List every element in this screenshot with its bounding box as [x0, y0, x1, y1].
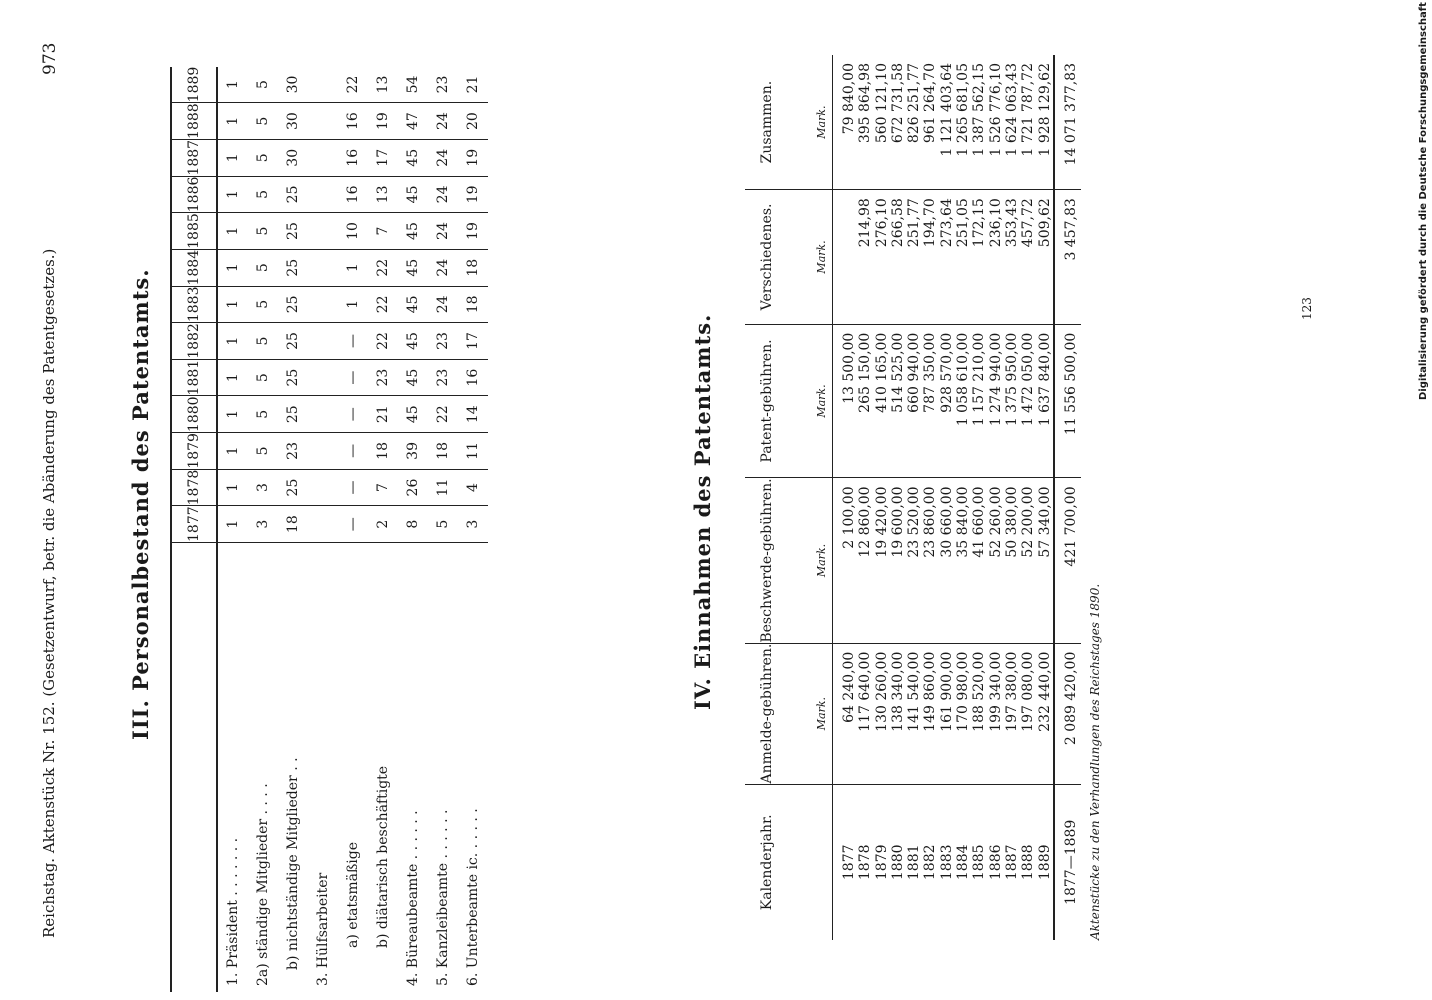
- personnel-value: 26: [398, 469, 428, 506]
- personnel-value: 5: [248, 176, 278, 213]
- personnel-label: 4. Büreaubeamte . . . . . .: [405, 810, 421, 986]
- revenue-cell-zusammen: 395 864,98: [857, 55, 873, 190]
- personnel-body: [217, 67, 488, 992]
- personnel-value: 16: [458, 359, 488, 396]
- personnel-row: [428, 67, 458, 992]
- personnel-value: 47: [398, 103, 428, 140]
- revenue-row: [939, 55, 955, 940]
- year-header: 1881: [171, 359, 217, 396]
- revenue-cell-zusammen: 1 121 403,64: [939, 55, 955, 190]
- personnel-value: 5: [248, 286, 278, 323]
- personnel-value: —: [338, 506, 368, 543]
- revenue-cell-patent: 514 525,00: [890, 324, 906, 478]
- personnel-value: 5: [248, 433, 278, 470]
- revenue-column-header: [745, 784, 833, 940]
- revenue-row: [1004, 55, 1020, 940]
- unit-label: Mark.: [815, 697, 828, 731]
- personnel-value: 22: [338, 67, 368, 103]
- revenue-cell-year: 1881: [906, 844, 923, 881]
- revenue-cell-verschiedenes: 251,77: [906, 190, 922, 324]
- revenue-total-zusammen: 14 071 377,83: [1054, 55, 1081, 190]
- personnel-label: b) nichtständige Mitglieder . .: [285, 757, 301, 970]
- revenue-cell-patent: 1 375 950,00: [1004, 324, 1020, 478]
- revenue-cell-year: 1885: [971, 844, 988, 881]
- revenue-column-label: Anmelde-gebühren.: [759, 643, 775, 784]
- personnel-value: 18: [368, 433, 398, 470]
- personnel-value: 45: [398, 213, 428, 250]
- revenue-cell-anmelde: 170 980,00: [955, 643, 971, 784]
- revenue-cell-patent: 660 940,00: [906, 324, 922, 478]
- personnel-value: 39: [398, 433, 428, 470]
- personnel-value: 22: [368, 323, 398, 360]
- page-number: 973: [40, 42, 60, 75]
- revenue-column-header: [745, 643, 833, 784]
- revenue-cell-zusammen: 961 264,70: [922, 55, 938, 190]
- revenue-total-verschiedenes: 3 457,83: [1054, 190, 1081, 324]
- personnel-row: [248, 67, 278, 992]
- revenue-column-label: Beschwerde-gebühren.: [759, 478, 775, 643]
- year-header: 1886: [171, 176, 217, 213]
- revenue-cell-year: 1880: [889, 844, 906, 881]
- revenue-cell-verschiedenes: 236,10: [988, 190, 1004, 324]
- personnel-value: 45: [398, 359, 428, 396]
- revenue-cell-beschwerde: 52 260,00: [988, 478, 1004, 643]
- revenue-cell-patent: 787 350,00: [922, 324, 938, 478]
- revenue-cell-anmelde: 130 260,00: [874, 643, 890, 784]
- year-header: 1880: [171, 396, 217, 433]
- revenue-row: [1020, 55, 1036, 940]
- personnel-header-blank: [171, 543, 217, 993]
- personnel-label: b) diätarisch beschäftigte: [375, 765, 391, 948]
- dfg-sidebar: [1418, 0, 1430, 400]
- personnel-value: 19: [458, 139, 488, 176]
- revenue-cell-verschiedenes: 172,15: [971, 190, 987, 324]
- personnel-value: —: [338, 469, 368, 506]
- revenue-column-header: [745, 55, 833, 190]
- personnel-value: 23: [428, 323, 458, 360]
- revenue-cell-anmelde: 188 520,00: [971, 643, 987, 784]
- personnel-value: 23: [278, 433, 308, 470]
- revenue-row: [988, 55, 1004, 940]
- personnel-value: 5: [248, 67, 278, 103]
- revenue-row: [906, 55, 922, 940]
- personnel-value: 3: [458, 506, 488, 543]
- personnel-value: 45: [398, 176, 428, 213]
- personnel-label: 1. Präsident . . . . . . .: [225, 837, 241, 986]
- personnel-value: 30: [278, 139, 308, 176]
- personnel-value: 21: [368, 396, 398, 433]
- personnel-value: 45: [398, 139, 428, 176]
- personnel-value: 19: [368, 103, 398, 140]
- personnel-value: 16: [338, 176, 368, 213]
- revenue-cell-beschwerde: 50 380,00: [1004, 478, 1020, 643]
- personnel-value: 45: [398, 249, 428, 286]
- footer-note: Aktenstücke zu den Verhandlungen des Reichstages 1890.: [1088, 583, 1102, 940]
- revenue-row: [971, 55, 987, 940]
- personnel-value: 5: [428, 506, 458, 543]
- revenue-cell-year: 1884: [955, 844, 972, 881]
- revenue-body: [833, 55, 1081, 940]
- personnel-value: 13: [368, 67, 398, 103]
- unit-label: Mark.: [815, 105, 828, 139]
- personnel-value: 1: [217, 469, 248, 506]
- revenue-cell-anmelde: 138 340,00: [890, 643, 906, 784]
- personnel-value: 22: [368, 286, 398, 323]
- revenue-cell-zusammen: 1 624 063,43: [1004, 55, 1020, 190]
- personnel-value: 7: [368, 213, 398, 250]
- personnel-value: 18: [458, 249, 488, 286]
- year-header: 1877: [171, 506, 217, 543]
- personnel-value: [308, 506, 338, 543]
- personnel-value: 23: [428, 359, 458, 396]
- revenue-cell-patent: 1 637 840,00: [1037, 324, 1054, 478]
- year-header: 1885: [171, 213, 217, 250]
- personnel-value: 8: [398, 506, 428, 543]
- revenue-total-year: 1877—1889: [1054, 784, 1081, 940]
- personnel-value: 2: [368, 506, 398, 543]
- personnel-value: 1: [217, 213, 248, 250]
- personnel-value: 1: [217, 139, 248, 176]
- personnel-row: [217, 67, 248, 992]
- revenue-cell-verschiedenes: 509,62: [1037, 190, 1054, 324]
- year-header: 1879: [171, 433, 217, 470]
- personnel-value: 45: [398, 323, 428, 360]
- revenue-cell-patent: 928 570,00: [939, 324, 955, 478]
- revenue-cell-patent: 1 157 210,00: [971, 324, 987, 478]
- personnel-value: [308, 433, 338, 470]
- running-header: Reichstag. Aktenstück Nr. 152. (Gesetzentwurf, betr. die Abänderung des Patentgesetzes.): [40, 248, 58, 938]
- revenue-total-row: [1054, 55, 1081, 940]
- personnel-value: 16: [338, 103, 368, 140]
- revenue-cell-year: 1883: [938, 844, 955, 881]
- revenue-cell-zusammen: 1 928 129,62: [1037, 55, 1054, 190]
- personnel-value: 30: [278, 67, 308, 103]
- personnel-value: 23: [428, 67, 458, 103]
- personnel-row: [398, 67, 428, 992]
- personnel-value: —: [338, 433, 368, 470]
- unit-label: Mark.: [815, 543, 828, 578]
- personnel-value: 5: [248, 213, 278, 250]
- revenue-cell-verschiedenes: 251,05: [955, 190, 971, 324]
- personnel-value: [308, 359, 338, 396]
- personnel-value: 1: [338, 249, 368, 286]
- revenue-cell-beschwerde: 52 200,00: [1020, 478, 1036, 643]
- personnel-value: 5: [248, 359, 278, 396]
- personnel-row: [368, 67, 398, 992]
- revenue-cell-verschiedenes: 194,70: [922, 190, 938, 324]
- revenue-column-label: Zusammen.: [759, 80, 775, 164]
- personnel-value: 18: [278, 506, 308, 543]
- revenue-cell-patent: 1 274 940,00: [988, 324, 1004, 478]
- personnel-value: 19: [458, 176, 488, 213]
- personnel-value: 24: [428, 103, 458, 140]
- revenue-cell-beschwerde: 30 660,00: [939, 478, 955, 643]
- revenue-cell-zusammen: 79 840,00: [833, 55, 858, 190]
- personnel-value: 5: [248, 139, 278, 176]
- personnel-value: 1: [217, 396, 248, 433]
- year-header: 1884: [171, 249, 217, 286]
- personnel-row: [308, 67, 338, 992]
- personnel-value: 5: [248, 103, 278, 140]
- revenue-cell-patent: 1 058 610,00: [955, 324, 971, 478]
- personnel-value: 11: [458, 433, 488, 470]
- personnel-value: 20: [458, 103, 488, 140]
- personnel-value: 1: [217, 176, 248, 213]
- revenue-cell-zusammen: 1 387 562,15: [971, 55, 987, 190]
- personnel-value: [308, 286, 338, 323]
- personnel-value: 45: [398, 396, 428, 433]
- personnel-label: 5. Kanzleibeamte . . . . . .: [435, 809, 451, 986]
- personnel-value: [308, 103, 338, 140]
- revenue-total-anmelde: 2 089 420,00: [1054, 643, 1081, 784]
- revenue-cell-anmelde: 141 540,00: [906, 643, 922, 784]
- revenue-column-header: [745, 324, 833, 478]
- personnel-header-row: [171, 67, 217, 992]
- section-4-title: IV. Einnahmen des Patentamts.: [690, 313, 715, 710]
- revenue-cell-zusammen: 1 265 681,05: [955, 55, 971, 190]
- personnel-value: 23: [368, 359, 398, 396]
- revenue-cell-year: 1887: [1003, 844, 1020, 881]
- personnel-value: 1: [217, 286, 248, 323]
- personnel-label: 2a) ständige Mitglieder . . . .: [255, 783, 271, 986]
- personnel-value: 1: [217, 249, 248, 286]
- revenue-row: [890, 55, 906, 940]
- revenue-cell-anmelde: 149 860,00: [922, 643, 938, 784]
- revenue-row: [874, 55, 890, 940]
- personnel-value: 22: [428, 396, 458, 433]
- revenue-cell-beschwerde: 41 660,00: [971, 478, 987, 643]
- revenue-cell-anmelde: 197 380,00: [1004, 643, 1020, 784]
- personnel-value: [308, 139, 338, 176]
- personnel-value: 25: [278, 176, 308, 213]
- personnel-label: 6. Unterbeamte ic. . . . . .: [465, 808, 481, 986]
- revenue-cell-year: 1877: [841, 844, 857, 881]
- personnel-value: 24: [428, 249, 458, 286]
- personnel-label: a) etatsmäßige: [345, 841, 361, 948]
- revenue-cell-beschwerde: 19 420,00: [874, 478, 890, 643]
- personnel-value: [308, 176, 338, 213]
- personnel-value: 19: [458, 213, 488, 250]
- revenue-row: [857, 55, 873, 940]
- personnel-value: —: [338, 323, 368, 360]
- revenue-cell-beschwerde: 19 600,00: [890, 478, 906, 643]
- revenue-cell-year: 1888: [1020, 844, 1037, 881]
- personnel-value: 30: [278, 103, 308, 140]
- personnel-value: [308, 396, 338, 433]
- revenue-column-label: Patent-gebühren.: [759, 339, 775, 463]
- personnel-value: 17: [458, 323, 488, 360]
- revenue-cell-year: 1882: [922, 844, 939, 881]
- personnel-value: 3: [248, 506, 278, 543]
- personnel-value: 22: [368, 249, 398, 286]
- personnel-value: 5: [248, 249, 278, 286]
- personnel-value: 13: [368, 176, 398, 213]
- personnel-value: [308, 213, 338, 250]
- year-header: 1888: [171, 103, 217, 140]
- revenue-column-header: [745, 190, 833, 324]
- revenue-cell-verschiedenes: 457,72: [1020, 190, 1036, 324]
- revenue-total-patent: 11 556 500,00: [1054, 324, 1081, 478]
- personnel-value: 16: [338, 139, 368, 176]
- revenue-cell-verschiedenes: 276,10: [874, 190, 890, 324]
- revenue-column-label: Verschiedenes.: [759, 203, 775, 311]
- dfg-sidebar-text: Digitalisierung gefördert durch die Deutsche Forschungsgemeinschaft: [1418, 2, 1429, 400]
- personnel-value: 3: [248, 469, 278, 506]
- revenue-cell-patent: 1 472 050,00: [1020, 324, 1036, 478]
- personnel-value: 24: [428, 139, 458, 176]
- revenue-cell-patent: 13 500,00: [833, 324, 858, 478]
- personnel-label: 3. Hülfsarbeiter: [315, 872, 331, 986]
- personnel-value: 5: [248, 396, 278, 433]
- revenue-cell-year: 1879: [873, 844, 890, 881]
- year-header: 1878: [171, 469, 217, 506]
- revenue-cell-beschwerde: 2 100,00: [833, 478, 858, 643]
- personnel-value: 18: [428, 433, 458, 470]
- revenue-cell-verschiedenes: 273,64: [939, 190, 955, 324]
- revenue-cell-zusammen: 672 731,58: [890, 55, 906, 190]
- revenue-cell-zusammen: 560 121,10: [874, 55, 890, 190]
- year-header: 1883: [171, 286, 217, 323]
- personnel-table: [170, 67, 488, 992]
- revenue-cell-beschwerde: 23 860,00: [922, 478, 938, 643]
- personnel-value: 24: [428, 176, 458, 213]
- personnel-row: [278, 67, 308, 992]
- revenue-cell-anmelde: 232 440,00: [1037, 643, 1054, 784]
- personnel-value: 25: [278, 469, 308, 506]
- revenue-header-row: [745, 55, 833, 940]
- revenue-cell-zusammen: 826 251,77: [906, 55, 922, 190]
- personnel-value: 1: [217, 433, 248, 470]
- personnel-row: [338, 67, 368, 992]
- section-3-title: III. Personalbestand des Patentamts.: [128, 268, 153, 740]
- revenue-cell-verschiedenes: 266,58: [890, 190, 906, 324]
- personnel-value: 45: [398, 286, 428, 323]
- revenue-cell-anmelde: 117 640,00: [857, 643, 873, 784]
- revenue-row: [955, 55, 971, 940]
- revenue-row: [1037, 55, 1054, 940]
- personnel-value: 11: [428, 469, 458, 506]
- revenue-cell-patent: 265 150,00: [857, 324, 873, 478]
- footer-signature: 123: [1300, 297, 1314, 320]
- personnel-value: [308, 469, 338, 506]
- personnel-value: 21: [458, 67, 488, 103]
- revenue-cell-verschiedenes: 353,43: [1004, 190, 1020, 324]
- personnel-value: 24: [428, 213, 458, 250]
- revenue-cell-verschiedenes: [833, 190, 858, 324]
- personnel-value: 7: [368, 469, 398, 506]
- personnel-value: 1: [217, 359, 248, 396]
- personnel-value: 10: [338, 213, 368, 250]
- revenue-cell-anmelde: 199 340,00: [988, 643, 1004, 784]
- revenue-cell-verschiedenes: 214,98: [857, 190, 873, 324]
- revenue-cell-year: 1889: [1036, 844, 1053, 881]
- personnel-value: 25: [278, 249, 308, 286]
- revenue-cell-zusammen: 1 721 787,72: [1020, 55, 1036, 190]
- revenue-cell-anmelde: 197 080,00: [1020, 643, 1036, 784]
- personnel-value: —: [338, 396, 368, 433]
- personnel-value: 17: [368, 139, 398, 176]
- personnel-value: 1: [338, 286, 368, 323]
- personnel-row: [458, 67, 488, 992]
- revenue-cell-zusammen: 1 526 776,10: [988, 55, 1004, 190]
- unit-label: Mark.: [815, 240, 828, 274]
- revenue-cell-anmelde: 161 900,00: [939, 643, 955, 784]
- revenue-cell-beschwerde: 35 840,00: [955, 478, 971, 643]
- revenue-cell-beschwerde: 12 860,00: [857, 478, 873, 643]
- revenue-cell-anmelde: 64 240,00: [833, 643, 858, 784]
- revenue-column-label: Kalenderjahr.: [759, 814, 775, 911]
- revenue-cell-year: 1878: [857, 844, 874, 881]
- revenue-table: [745, 55, 1081, 940]
- personnel-value: 1: [217, 67, 248, 103]
- personnel-value: 25: [278, 359, 308, 396]
- personnel-value: 1: [217, 323, 248, 360]
- personnel-value: [308, 67, 338, 103]
- personnel-value: 18: [458, 286, 488, 323]
- revenue-cell-patent: 410 165,00: [874, 324, 890, 478]
- year-header: 1887: [171, 139, 217, 176]
- revenue-cell-year: 1886: [987, 844, 1004, 881]
- personnel-value: 5: [248, 323, 278, 360]
- revenue-total-beschwerde: 421 700,00: [1054, 478, 1081, 643]
- personnel-value: 54: [398, 67, 428, 103]
- personnel-value: 25: [278, 323, 308, 360]
- revenue-row: [922, 55, 938, 940]
- revenue-column-header: [745, 478, 833, 643]
- personnel-value: 25: [278, 286, 308, 323]
- revenue-row: [833, 55, 858, 940]
- revenue-cell-beschwerde: 57 340,00: [1037, 478, 1054, 643]
- personnel-value: 1: [217, 506, 248, 543]
- personnel-value: [308, 249, 338, 286]
- personnel-value: 4: [458, 469, 488, 506]
- personnel-value: 14: [458, 396, 488, 433]
- revenue-cell-beschwerde: 23 520,00: [906, 478, 922, 643]
- personnel-value: 25: [278, 396, 308, 433]
- unit-label: Mark.: [815, 384, 828, 418]
- personnel-value: —: [338, 359, 368, 396]
- personnel-value: 25: [278, 213, 308, 250]
- year-header: 1882: [171, 323, 217, 360]
- year-header: 1889: [171, 67, 217, 103]
- personnel-value: 24: [428, 286, 458, 323]
- personnel-value: 1: [217, 103, 248, 140]
- personnel-value: [308, 323, 338, 360]
